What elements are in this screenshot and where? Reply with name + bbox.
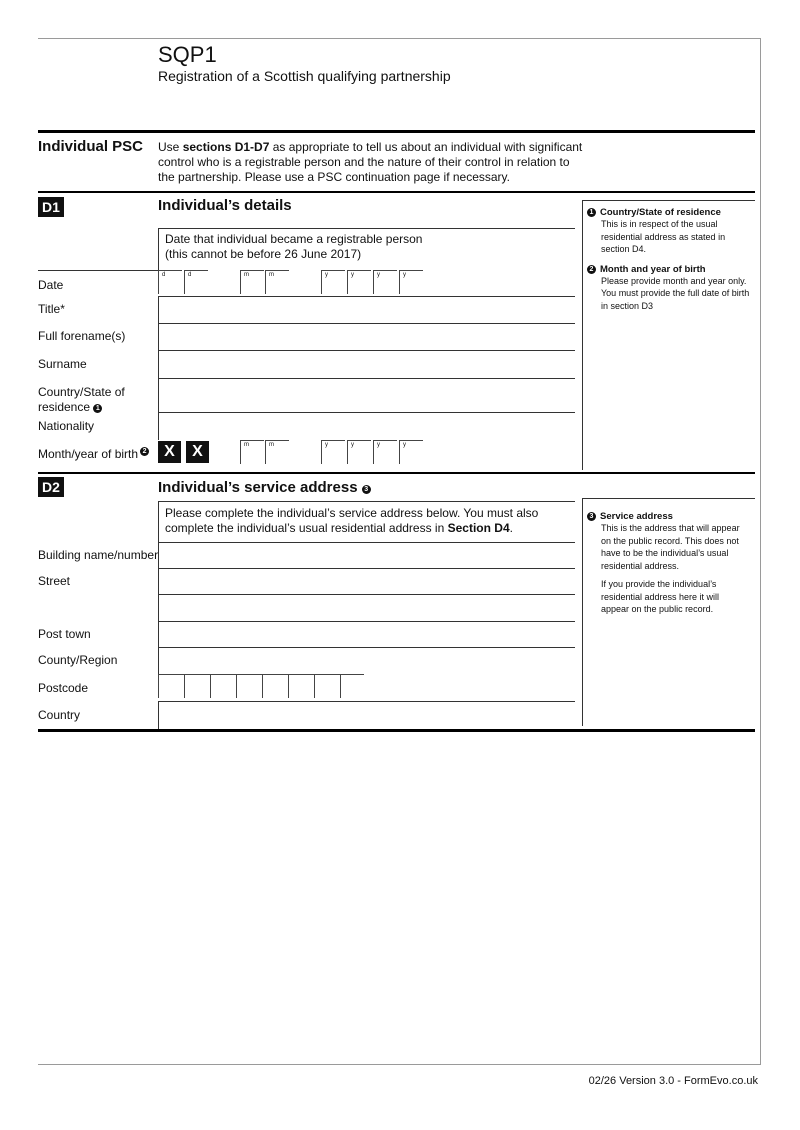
d2-instruction-section: Section D4 [447, 521, 510, 535]
info-marker-icon: 2 [140, 447, 149, 456]
d2-instruction-end: . [509, 521, 513, 535]
nationality-field[interactable] [158, 413, 575, 440]
note-country-title: Country/State of residence [600, 207, 721, 218]
country-address-field[interactable] [158, 701, 575, 729]
country-label-line2: residence [38, 400, 91, 414]
digit-hint: y [377, 442, 380, 448]
post-town-field[interactable] [158, 622, 575, 648]
building-field[interactable] [158, 542, 575, 569]
title-label: Title* [38, 302, 65, 316]
info-marker-icon: 3 [362, 485, 371, 494]
forenames-label: Full forename(s) [38, 329, 126, 343]
street-field-2[interactable] [158, 595, 575, 622]
note-birth-text: Please provide month and year only. You must provide the full date of birth in section D3 [601, 275, 750, 311]
birth-label-text: Month/year of birth [38, 447, 139, 461]
date-month-1[interactable] [240, 270, 264, 294]
d2-notes-panel [582, 498, 755, 726]
surname-label: Surname [38, 357, 87, 371]
d1-instruction-line2: (this cannot be before 26 June 2017) [165, 247, 362, 261]
digit-hint: y [351, 272, 354, 278]
country-label [38, 385, 125, 415]
country-label-line1: Country/State of [38, 385, 125, 399]
birth-month-2[interactable] [265, 440, 289, 464]
digit-hint: y [325, 272, 328, 278]
note-country-text: This is in respect of the usual residential address as stated in section D4. [601, 219, 726, 254]
digit-hint: d [162, 272, 166, 278]
note-country [587, 207, 755, 256]
note-service-title: Service address [600, 511, 673, 522]
forenames-field[interactable] [158, 324, 575, 351]
postcode-box-2[interactable] [184, 674, 210, 698]
date-year-4[interactable] [399, 270, 423, 294]
note-birth-title: Month and year of birth [600, 263, 706, 275]
street-field-1[interactable] [158, 569, 575, 595]
intro-top-rule [38, 130, 755, 133]
postcode-box-8[interactable] [340, 674, 364, 698]
note-marker-icon: 3 [587, 512, 596, 521]
birth-year-1[interactable] [321, 440, 345, 464]
note-birth [587, 264, 755, 313]
title-field[interactable] [158, 296, 575, 324]
intro-text-sections: sections D1-D7 [182, 140, 270, 154]
page-right-rule [760, 38, 761, 1065]
county-field[interactable] [158, 648, 575, 674]
d2-heading [158, 479, 375, 496]
date-top-rule [38, 270, 158, 271]
postcode-label: Postcode [38, 681, 89, 695]
post-town-label: Post town [38, 627, 91, 641]
date-year-1[interactable] [321, 270, 345, 294]
info-marker-icon: 1 [93, 404, 102, 413]
country-address-label: Country [38, 708, 81, 722]
birth-year-4[interactable] [399, 440, 423, 464]
nationality-label: Nationality [38, 419, 95, 433]
birth-month-1[interactable] [240, 440, 264, 464]
intro-text [158, 140, 588, 185]
digit-hint: y [403, 272, 406, 278]
postcode-box-6[interactable] [288, 674, 314, 698]
digit-hint: m [269, 442, 274, 448]
note-service-text1: This is the address that will appear on the public record. This does not have to be the individual’s usual residential address. [601, 523, 740, 571]
page-bottom-rule [38, 1064, 761, 1065]
birth-year-2[interactable] [347, 440, 371, 464]
digit-hint: y [325, 442, 328, 448]
county-label: County/Region [38, 653, 118, 667]
postcode-box-7[interactable] [314, 674, 340, 698]
street-label: Street [38, 574, 71, 588]
note-service-text2: If you provide the individual’s residential address here it will appear on the public record. [601, 579, 720, 614]
birth-day-masked-2: X [186, 441, 209, 463]
intro-text-end: as appropriate to tell us about an individual with significant control who is a registrable person and the nature of their control in relation to the partnership. Please use a PSC continuation page if necessary. [158, 140, 583, 184]
date-day-2[interactable] [184, 270, 208, 294]
page-top-rule [38, 38, 761, 39]
intro-text-start: Use [158, 140, 183, 154]
d1-badge: D1 [38, 197, 64, 217]
postcode-box-3[interactable] [210, 674, 236, 698]
d1-top-rule [38, 191, 755, 193]
d2-badge: D2 [38, 477, 64, 497]
d1-instruction [158, 228, 575, 270]
surname-field[interactable] [158, 351, 575, 379]
postcode-box-5[interactable] [262, 674, 288, 698]
intro-heading: Individual PSC [38, 138, 144, 155]
date-year-3[interactable] [373, 270, 397, 294]
note-marker-icon: 1 [587, 208, 596, 217]
date-label: Date [38, 278, 64, 292]
birth-day-masked-1: X [158, 441, 181, 463]
postcode-box-1[interactable] [158, 674, 184, 698]
d2-heading-text: Individual’s service address [158, 479, 358, 496]
date-day-1[interactable] [158, 270, 182, 294]
date-year-2[interactable] [347, 270, 371, 294]
d2-bottom-rule [38, 729, 755, 732]
digit-hint: d [188, 272, 192, 278]
digit-hint: m [269, 272, 274, 278]
form-code: SQP1 [158, 42, 217, 67]
date-month-2[interactable] [265, 270, 289, 294]
digit-hint: y [403, 442, 406, 448]
birth-year-3[interactable] [373, 440, 397, 464]
birth-label [38, 447, 153, 461]
note-marker-icon: 2 [587, 265, 596, 274]
digit-hint: m [244, 442, 249, 448]
form-title: Registration of a Scottish qualifying partnership [158, 68, 451, 84]
country-field[interactable] [158, 379, 575, 413]
digit-hint: y [377, 272, 380, 278]
d1-notes-panel [582, 200, 755, 470]
d2-instruction [158, 501, 575, 543]
d1-heading: Individual’s details [158, 197, 292, 214]
postcode-box-4[interactable] [236, 674, 262, 698]
digit-hint: y [351, 442, 354, 448]
digit-hint: m [244, 272, 249, 278]
d1-instruction-line1: Date that individual became a registrable person [165, 232, 423, 246]
d2-instruction-start: Please complete the individual’s service address below. You must also complete the individual’s usual residential address in [165, 506, 539, 535]
building-label: Building name/number [38, 548, 159, 562]
footer-version: 02/26 Version 3.0 - FormEvo.co.uk [588, 1075, 758, 1087]
d2-top-rule [38, 472, 755, 474]
